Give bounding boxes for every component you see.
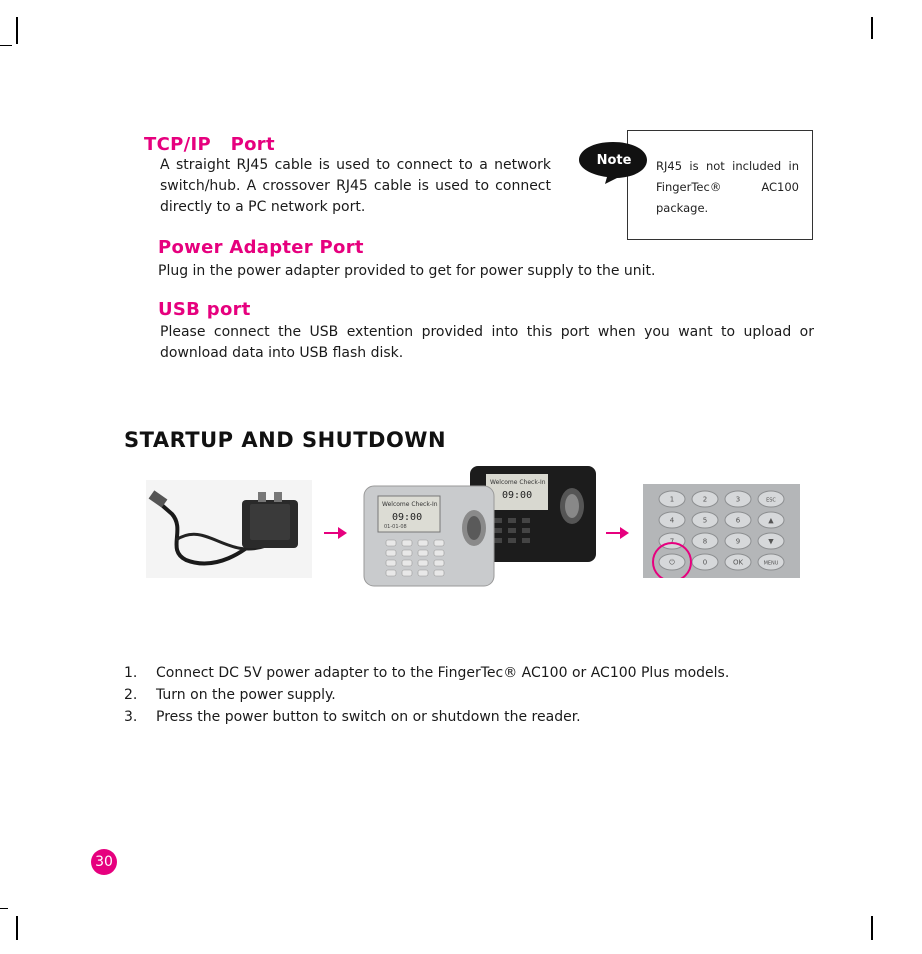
- device-screen-text: Welcome Check-In: [490, 479, 546, 486]
- crop-mark: [0, 45, 12, 46]
- keypad-key-label: 7: [669, 537, 675, 546]
- crop-mark: [16, 916, 18, 940]
- keypad-key-label: ▲: [768, 516, 774, 525]
- keypad-key-label: MENU: [763, 560, 779, 567]
- step-text: Connect DC 5V power adapter to to the FingerTec® AC100 or AC100 Plus models.: [156, 665, 730, 681]
- keypad-key-label: 6: [735, 516, 741, 525]
- note-label: Note: [596, 153, 632, 168]
- tcpip-heading: TCP/IP Port: [144, 134, 275, 155]
- keypad-key-label: 9: [735, 537, 741, 546]
- device-time: 09:00: [502, 490, 533, 501]
- usb-body: Please connect the USB extention provided into this port when you want to upload or download data into USB flash disk.: [160, 324, 814, 361]
- startup-title: STARTUP AND SHUTDOWN: [124, 428, 447, 452]
- note-text: RJ45 is not included in FingerTec® AC100 package.: [656, 159, 799, 215]
- power-adapter-heading: Power Adapter Port: [158, 237, 364, 258]
- usb-heading: USB port: [158, 299, 251, 320]
- keypad-key-label: ▼: [768, 537, 774, 546]
- keypad-key-label: ⏻: [669, 558, 675, 567]
- step-text: Turn on the power supply.: [156, 687, 336, 703]
- step-number: 1.: [124, 665, 138, 681]
- tcpip-body: A straight RJ45 cable is used to connect to a network switch/hub. A crossover RJ45 cable is used to connect directly to a PC network port.: [160, 157, 551, 215]
- arrow-right-icon: [606, 526, 630, 540]
- step-text: Press the power button to switch on or shutdown the reader.: [156, 709, 581, 725]
- keypad-key-label: 8: [702, 537, 708, 546]
- power-adapter-body: Plug in the power adapter provided to get for power supply to the unit.: [158, 263, 656, 279]
- keypad-key-label: 5: [702, 516, 708, 525]
- keypad-key-label: 2: [702, 495, 708, 504]
- device-date: 01-01-08: [384, 524, 407, 530]
- page-number: 30: [91, 849, 117, 875]
- crop-mark: [871, 916, 873, 940]
- device-screen-text: Welcome Check-In: [382, 501, 438, 508]
- step-number: 2.: [124, 687, 138, 703]
- keypad-key-label: 3: [735, 495, 741, 504]
- keypad-key-label: 4: [669, 516, 675, 525]
- keypad-key-label: OK: [732, 558, 744, 567]
- crop-mark: [16, 17, 18, 44]
- list-item: [124, 706, 729, 728]
- keypad-key-label: 1: [669, 495, 675, 504]
- arrow-right-icon: [324, 526, 348, 540]
- keypad-key-label: ESC: [766, 497, 776, 504]
- list-item: [124, 684, 729, 706]
- crop-mark: [871, 17, 873, 39]
- startup-steps: [124, 662, 729, 728]
- list-item: [124, 662, 729, 684]
- keypad-image: [643, 484, 800, 578]
- power-adapter-image: [146, 480, 312, 578]
- fingertec-devices-image: [362, 464, 598, 588]
- step-number: 3.: [124, 709, 138, 725]
- device-time: 09:00: [392, 512, 423, 523]
- crop-mark: [0, 908, 8, 909]
- keypad-key-label: 0: [702, 558, 708, 567]
